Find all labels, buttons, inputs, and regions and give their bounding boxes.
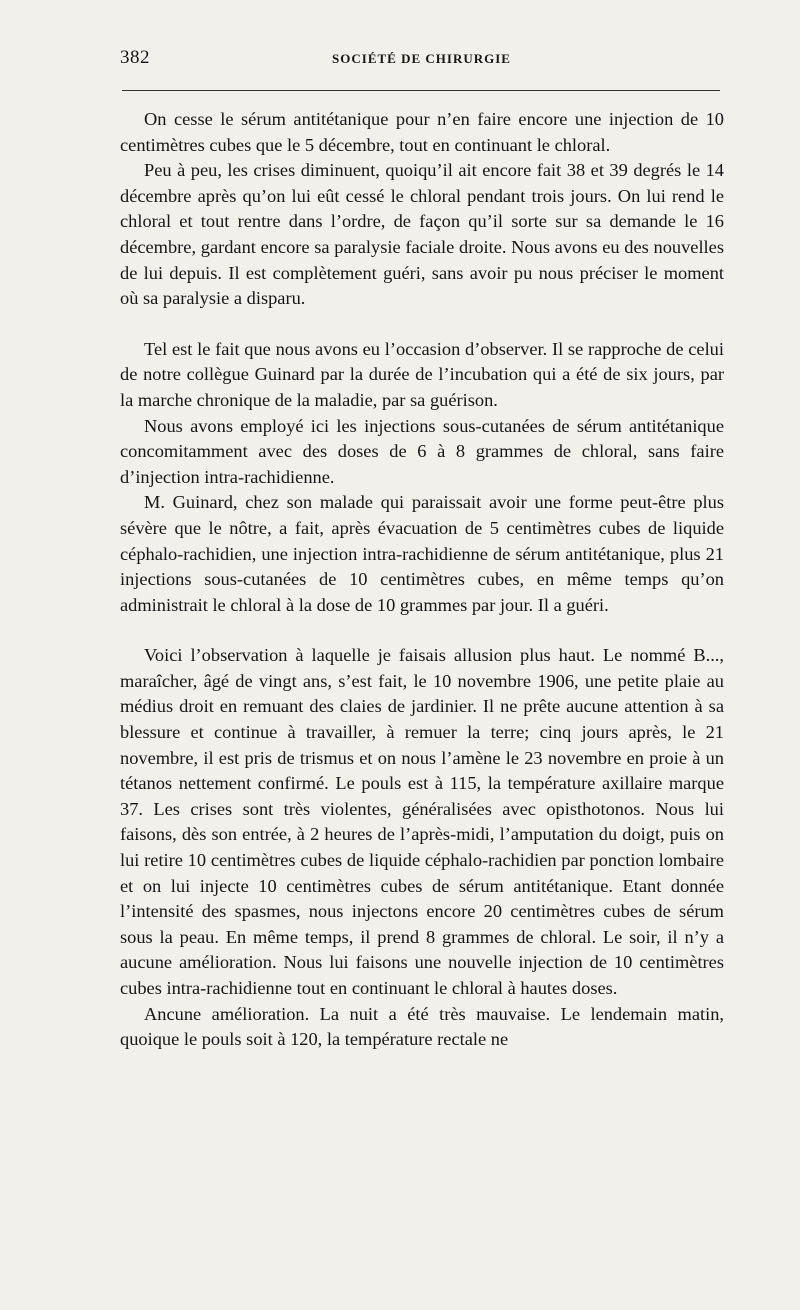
paragraph-4: Nous avons employé ici les injections sous-cutanées de sérum antitétanique concomitamment avec des doses de 6 à 8 grammes de chloral, sans faire d’injection intra-rachidienne. — [120, 415, 724, 487]
paragraph-3: Tel est le fait que nous avons eu l’occasion d’observer. Il se rapproche de celui de notre collègue Guinard par la durée de l’incubation qui a été de six jours, par la marche chronique de la maladie, par sa guérison. — [120, 338, 724, 410]
paragraph-2: Peu à peu, les crises diminuent, quoiqu’il ait encore fait 38 et 39 degrés le 14 décembre après qu’on lui eût cessé le chloral pendant trois jours. On lui rend le chloral et tout rentre dans l’ordre, de façon qu’il sorte sur sa demande le 16 décembre, gardant encore sa paralysie faciale droite. Nous avons eu des nouvelles de lui depuis. Il est complètement guéri, sans avoir pu nous préciser le moment où sa paralysie a disparu. — [120, 160, 724, 309]
running-title: SOCIÉTÉ DE CHIRURGIE — [332, 51, 511, 66]
paragraph-5: M. Guinard, chez son malade qui paraissait avoir une forme peut-être plus sévère que le nôtre, a fait, après évacuation de 5 centimètres cubes de liquide céphalo-rachidien, une injection intra-rachidienne de sérum antitétanique, plus 21 injections sous-cutanées de 10 centimètres cubes, en même temps qu’on administrait le chloral à la dose de 10 grammes par jour. Il a guéri. — [120, 492, 724, 615]
paragraph-1: On cesse le sérum antitétanique pour n’en faire encore une injection de 10 centimètres cubes que le 5 décembre, tout en continuant le chloral. — [120, 109, 724, 155]
page-number: 382 — [120, 47, 150, 68]
body-text — [120, 107, 724, 1053]
page-header — [120, 47, 723, 73]
paragraph-6: Voici l’observation à laquelle je faisais allusion plus haut. Le nommé B..., maraîcher, âgé de vingt ans, s’est fait, le 10 novembre 1906, une petite plaie au médius droit en remuant des claies de jardinier. Il ne prête aucune attention à sa blessure et continue à travailler, à remuer la terre; cinq jours après, le 21 novembre, il est pris de trismus et on nous l’amène le 23 novembre en proie à un tétanos nettement confirmé. Le pouls est à 115, la température axillaire marque 37. Les crises sont très violentes, généralisées avec opisthotonos. Nous lui faisons, dès son entrée, à 2 heures de l’après-midi, l’amputation du doigt, puis on lui retire 10 centimètres cubes de liquide céphalo-rachidien par ponction lombaire et on lui injecte 10 centimètres cubes de sérum antitétanique. Etant donnée l’intensité des spasmes, nous injectons encore 20 centimètres cubes de sérum sous la peau. En même temps, il prend 8 grammes de chloral. Le soir, il n’y a aucune amélioration. Nous lui faisons une nouvelle injection de 10 centimètres cubes intra-rachidienne tout en continuant le chloral à hautes doses. — [120, 645, 724, 998]
paragraph-7: Ancune amélioration. La nuit a été très mauvaise. Le lendemain matin, quoique le pouls soit à 120, la température rectale ne — [120, 1003, 724, 1050]
header-rule — [122, 90, 720, 91]
